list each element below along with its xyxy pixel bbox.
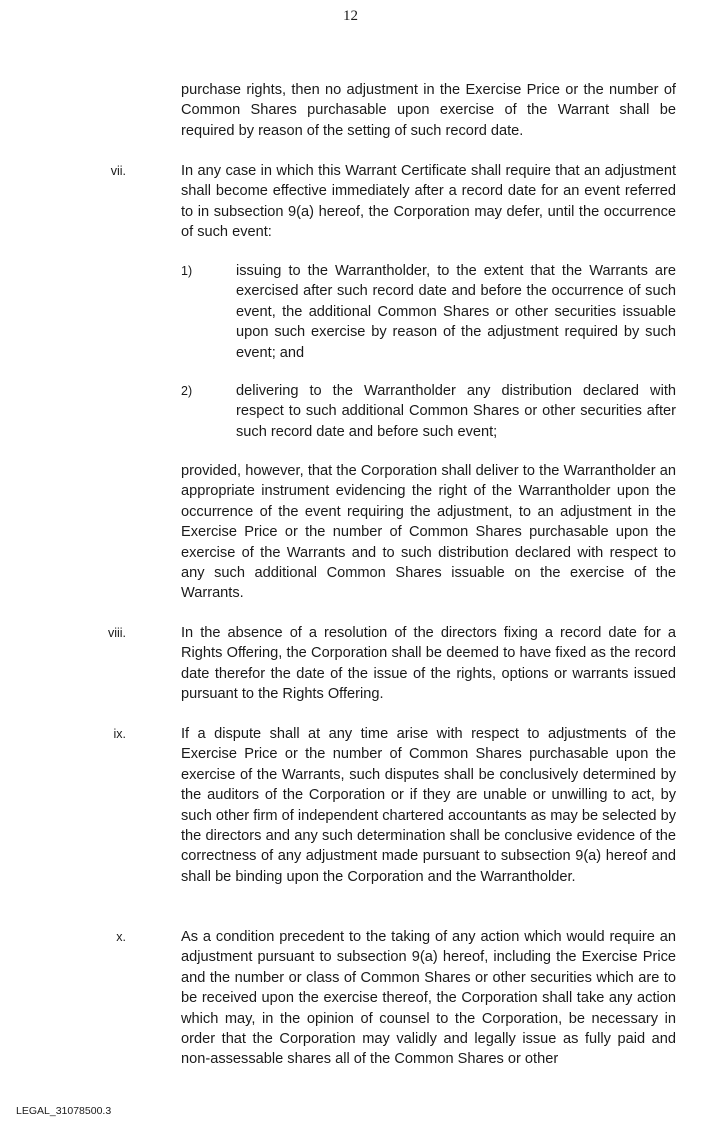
- section-viii-text: In the absence of a resolution of the directors fixing a record date for a Rights Offering, the Corporation shall be deemed to have fixed as the record date therefor the date of the issue of the rights, options or warrants issued pursuant to the Rights Offering.: [181, 625, 676, 703]
- page-number: 12: [343, 8, 358, 24]
- item-2-text: delivering to the Warrantholder any distribution declared with respect to such additional Common Shares or other securities after such record date and before such event;: [236, 383, 676, 440]
- section-x-text: As a condition precedent to the taking of any action which would require an adjustment pursuant to subsection 9(a) hereof, including the Exercise Price and the number or class of Common Shares or other securities which are to be received upon the exercise thereof, the Corporation shall take any action which may, in the opinion of counsel to the Corporation, be necessary in order that the Corporation may validly and legally issue as fully paid and non-assessable shares all of the Common Shares or other: [181, 929, 676, 1068]
- section-number-vii: vii.: [110, 164, 126, 178]
- item-number-1: 1): [181, 264, 193, 278]
- section-number-viii: viii.: [107, 626, 126, 640]
- section-number-x: x.: [116, 930, 126, 944]
- section-vii-text: In any case in which this Warrant Certificate shall require that an adjustment shall become effective immediately after a record date for an event referred to in subsection 9(a) hereof, the Corporation may defer, until the occurrence of such event:: [181, 163, 676, 241]
- document-reference-footer: LEGAL_31078500.3: [16, 1105, 112, 1117]
- proviso-paragraph: provided, however, that the Corporation shall deliver to the Warrantholder an appropriate instrument evidencing the right of the Warrantholder upon the occurrence of the event requiring the adjustment, to an adjustment in the Exercise Price or the number of Common Shares purchasable upon the exercise of the Warrants and to such distribution declared with respect to any such additional Common Shares issuable on the exercise of the Warrants.: [181, 463, 676, 602]
- item-1-text: issuing to the Warrantholder, to the extent that the Warrants are exercised after such record date and before the occurrence of such event, the additional Common Shares or other securities issuable upon such exercise by reason of the adjustment required by such event; and: [236, 263, 676, 361]
- section-ix-text: If a dispute shall at any time arise with respect to adjustments of the Exercise Price or the number of Common Shares purchasable upon the exercise of the Warrants, such disputes shall be conclusively determined by the auditors of the Corporation or if they are unable or unwilling to act, by such other firm of independent chartered accountants as may be selected by the directors and any such determination shall be conclusive evidence of the correctness of any adjustment made pursuant to subsection 9(a) hereof and shall be binding upon the Corporation and the Warrantholder.: [181, 726, 676, 885]
- section-number-ix: ix.: [113, 727, 126, 741]
- continuation-paragraph: purchase rights, then no adjustment in the Exercise Price or the number of Common Shares purchasable upon exercise of the Warrant shall be required by reason of the setting of such record date.: [181, 82, 676, 139]
- item-number-2: 2): [181, 384, 193, 398]
